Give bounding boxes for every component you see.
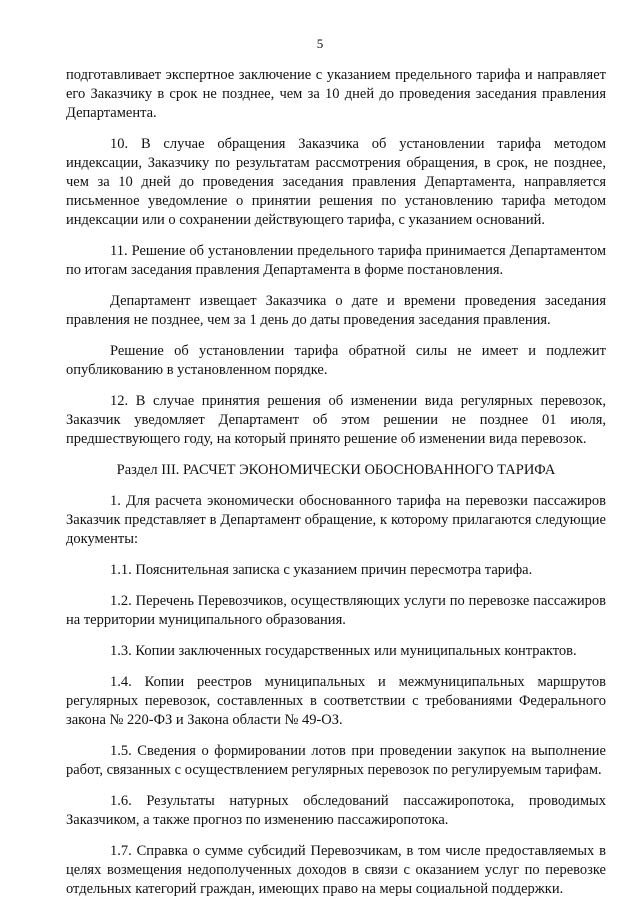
document-body [66,66,606,911]
page-number: 5 [316,36,324,51]
section-heading: Раздел III. РАСЧЕТ ЭКОНОМИЧЕСКИ ОБОСНОВАННОГО ТАРИФА [116,462,556,478]
paragraph-continuation: подготавливает экспертное заключение с указанием предельного тарифа и направляет его Заказчику в срок не позднее, чем за 10 дней до проведения заседания правления Департамента. [66,67,606,121]
paragraph-item-1-2: 1.2. Перечень Перевозчиков, осуществляющих услуги по перевозке пассажиров на территории муниципального образования. [66,593,606,628]
paragraph-section-item-1: 1. Для расчета экономически обоснованного тарифа на перевозки пассажиров Заказчик представляет в Департамент обращение, к которому прилагаются следующие документы: [66,493,606,547]
paragraph-item-1-7: 1.7. Справка о сумме субсидий Перевозчикам, в том числе предоставляемых в целях возмещения недополученных доходов в связи с оказанием услуг по перевозке отдельных категорий граждан, имеющих право на меры социальной поддержки. [66,843,606,897]
paragraph-item-1-1: 1.1. Пояснительная записка с указанием причин пересмотра тарифа. [110,562,533,578]
paragraph-publication: Решение об установлении тарифа обратной силы не имеет и подлежит опубликованию в установленном порядке. [66,343,606,378]
paragraph-item-1-3: 1.3. Копии заключенных государственных или муниципальных контрактов. [110,643,577,659]
paragraph-item-12: 12. В случае принятия решения об изменении вида регулярных перевозок, Заказчик уведомляет Департамент об этом решении не позднее 01 июля, предшествующего году, на который принято решение об изменении вида перевозок. [66,393,606,447]
paragraph-item-1-4: 1.4. Копии реестров муниципальных и межмуниципальных маршрутов регулярных перевозок, составленных в соответствии с требованиями Федерального закона № 220-ФЗ и Закона области № 49-ОЗ. [66,674,606,728]
paragraph-notification: Департамент извещает Заказчика о дате и времени проведения заседания правления не позднее, чем за 1 день до даты проведения заседания правления. [66,293,606,328]
paragraph-item-11: 11. Решение об установлении предельного тарифа принимается Департаментом по итогам заседания правления Департамента в форме постановления. [66,243,606,278]
paragraph-item-10: 10. В случае обращения Заказчика об установлении тарифа методом индексации, Заказчику по результатам рассмотрения обращения, в срок, не позднее, чем за 10 дней до проведения заседания правления Департамента, направляется письменное уведомление о принятии решения по установлению тарифа методом индексации или о сохранении действующего тарифа, с указанием оснований. [66,136,606,228]
paragraph-item-1-5: 1.5. Сведения о формировании лотов при проведении закупок на выполнение работ, связанных с осуществлением регулярных перевозок по регулируемым тарифам. [66,743,606,778]
paragraph-item-1-6: 1.6. Результаты натурных обследований пассажиропотока, проводимых Заказчиком, а также прогноз по изменению пассажиропотока. [66,793,606,828]
